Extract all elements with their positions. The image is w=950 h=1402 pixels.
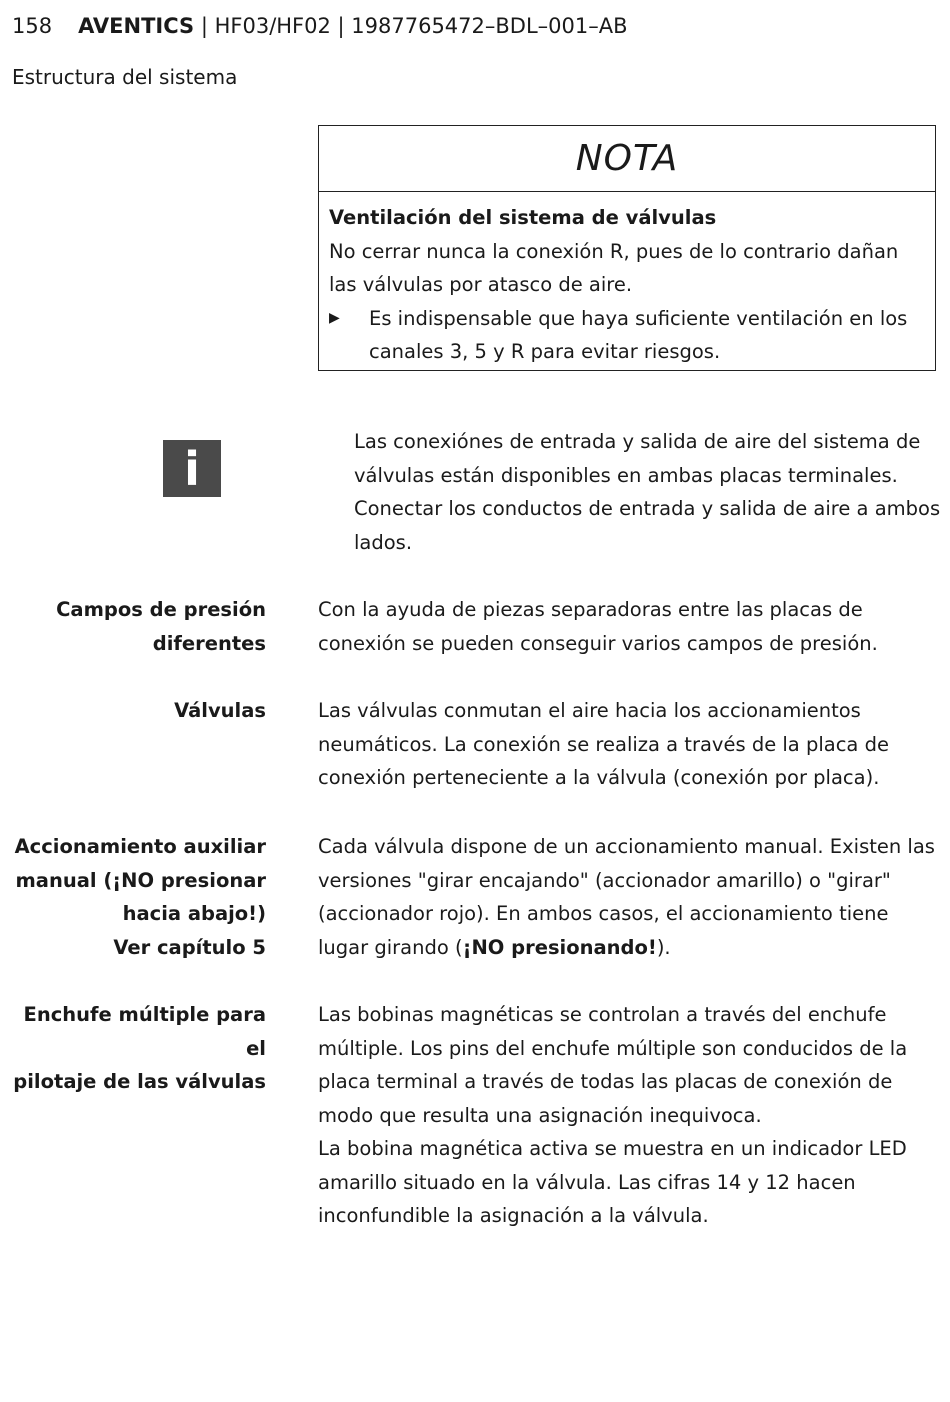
text-pressure-fields: Con la ayuda de piezas separadoras entre las placas de conexión se pueden conseguir varios campos de presión. [318,598,878,655]
label-valves [4,694,266,728]
text-part: ). [656,935,671,959]
brand-name: AVENTICS [78,14,195,38]
text-part: Cada válvula dispone de un accionamiento manual. Existen las versiones "girar encajando" (accionador amarillo) o "girar" (accionador rojo). En ambos casos, el accionamiento tiene lugar girando ( [318,835,935,959]
note-body [319,192,935,369]
label-manual-override [4,830,266,964]
label-pressure-fields [4,593,266,660]
label-line: Accionamiento auxiliar [14,835,266,858]
page-header [12,12,628,40]
label-line: hacia abajo!) [122,902,266,925]
document-reference: | HF03/HF02 | 1987765472–BDL–001–AB [194,14,628,38]
label-line: Campos de presión [56,598,266,621]
text-multipin-plug [318,998,944,1233]
info-text: Las conexiónes de entrada y salida de aire del sistema de válvulas están disponibles en ambas placas terminales. Conectar los conductos de entrada y salida de aire a ambos lados. [354,430,941,554]
label-line: Enchufe múltiple para el [23,1003,266,1060]
note-text: No cerrar nunca la conexión R, pues de lo contrario dañan las válvulas por atasco de aire. [329,239,899,296]
text-manual-override [318,830,944,964]
section-title: Estructura del sistema [12,65,238,89]
info-icon: i [163,440,221,497]
note-bullet [329,302,925,369]
text-paragraph: La bobina magnética activa se muestra en un indicador LED amarillo situado en la válvula. Las cifras 14 y 12 hacen inconfundible la asignación a la válvula. [318,1137,907,1227]
page-number: 158 [12,14,53,38]
text-bold-part: ¡NO presionando! [462,935,657,959]
text-valves: Las válvulas conmutan el aire hacia los accionamientos neumáticos. La conexión se realiza a través de la placa de conexión perteneciente a la válvula (conexión por placa). [318,699,889,789]
note-bullet-text: Es indispensable que haya suficiente ventilación en los canales 3, 5 y R para evitar riesgos. [369,306,908,363]
note-box [318,125,936,371]
text-paragraph: Las bobinas magnéticas se controlan a través del enchufe múltiple. Los pins del enchufe múltiple son conducidos de la placa terminal a través de todas las placas de conexión de modo que resulta una asignación inequivoca. [318,1003,908,1127]
label-line: Ver capítulo 5 [113,935,266,959]
note-heading: NOTA [319,126,935,192]
label-line: Válvulas [174,699,266,722]
label-line: manual (¡NO presionar [15,868,266,892]
label-line: pilotaje de las válvulas [13,1070,266,1093]
note-title: Ventilación del sistema de válvulas [329,206,717,229]
label-multipin-plug [4,998,266,1099]
label-line: diferentes [152,631,266,655]
triangle-right-icon: ▶ [329,309,340,326]
